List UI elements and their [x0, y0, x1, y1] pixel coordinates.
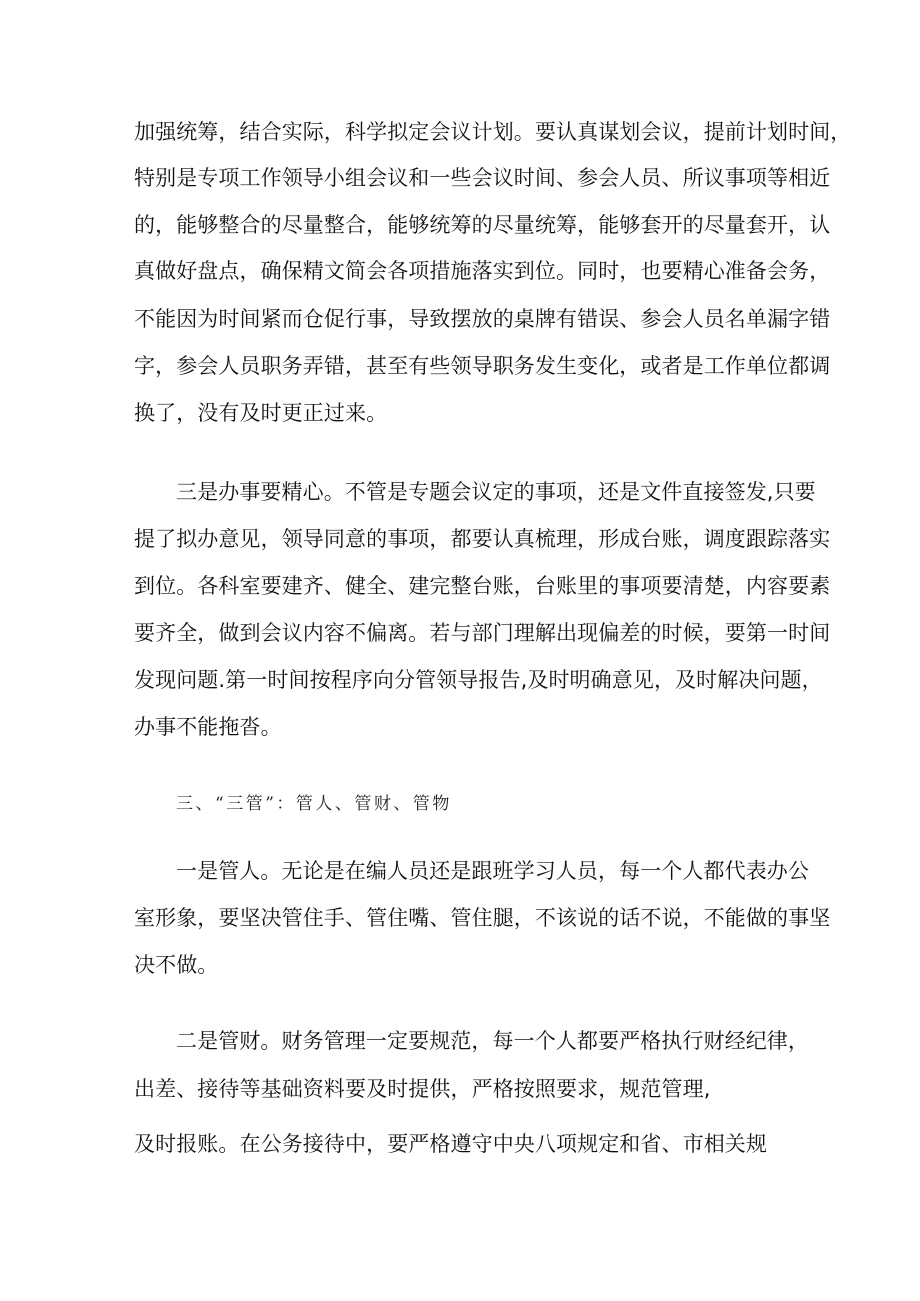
- paragraph-1-line-6: 字，参会人员职务弄错，甚至有些领导职务发生变化，或者是工作单位都调: [134, 354, 831, 378]
- paragraph-1-line-2: 特别是专项工作领导小组会议和一些会议时间、参会人员、所议事项等相近: [134, 166, 831, 190]
- paragraph-4-line-3: 及时报账。在公务接待中，要严格遵守中央八项规定和省、市相关规: [134, 1132, 767, 1156]
- paragraph-1-line-5: 不能因为时间紧而仓促行事，导致摆放的桌牌有错误、参会人员名单漏字错: [134, 307, 831, 331]
- paragraph-4-line-2: 出差、接待等基础资料要及时提供，严格按照要求，规范管理,: [134, 1077, 711, 1101]
- paragraph-2-line-3: 到位。各科室要建齐、健全、建完整台账，台账里的事项要清楚，内容要素: [134, 574, 831, 598]
- paragraph-2-line-6: 办事不能拖沓。: [134, 715, 282, 739]
- paragraph-2-line-4: 要齐全，做到会议内容不偏离。若与部门理解出现偏差的时候，要第一时间: [134, 621, 831, 645]
- paragraph-2-line-5: 发现问题.第一时间按程序向分管领导报告,及时明确意见，及时解决问题，: [134, 668, 823, 692]
- paragraph-2-line-2: 提了拟办意见，领导同意的事项，都要认真梳理，形成台账，调度跟踪落实: [134, 527, 831, 551]
- paragraph-1-line-4: 真做好盘点，确保精文简会各项措施落实到位。同时，也要精心准备会务，: [134, 259, 831, 283]
- paragraph-4-line-1: 二是管财。财务管理一定要规范，每一个人都要严格执行财经纪律，: [176, 1029, 809, 1053]
- paragraph-3-line-1: 一是管人。无论是在编人员还是跟班学习人员，每一个人都代表办公: [176, 859, 809, 883]
- paragraph-3-line-2: 室形象，要坚决管住手、管住嘴、管住腿，不该说的话不说，不能做的事坚: [134, 906, 831, 930]
- paragraph-1-line-1: 加强统筹，结合实际，科学拟定会议计划。要认真谋划会议，提前计划时间，: [134, 120, 852, 144]
- section-heading: 三、“三管”：管人、管财、管物: [176, 794, 452, 814]
- paragraph-3-line-3: 决不做。: [134, 953, 219, 977]
- paragraph-1-line-7: 换了，没有及时更正过来。: [134, 401, 388, 425]
- paragraph-1-line-3: 的，能够整合的尽量整合，能够统筹的尽量统筹，能够套开的尽量套开，认: [134, 213, 831, 237]
- paragraph-2-line-1: 三是办事要精心。不管是专题会议定的事项，还是文件直接签发,只要: [176, 480, 816, 504]
